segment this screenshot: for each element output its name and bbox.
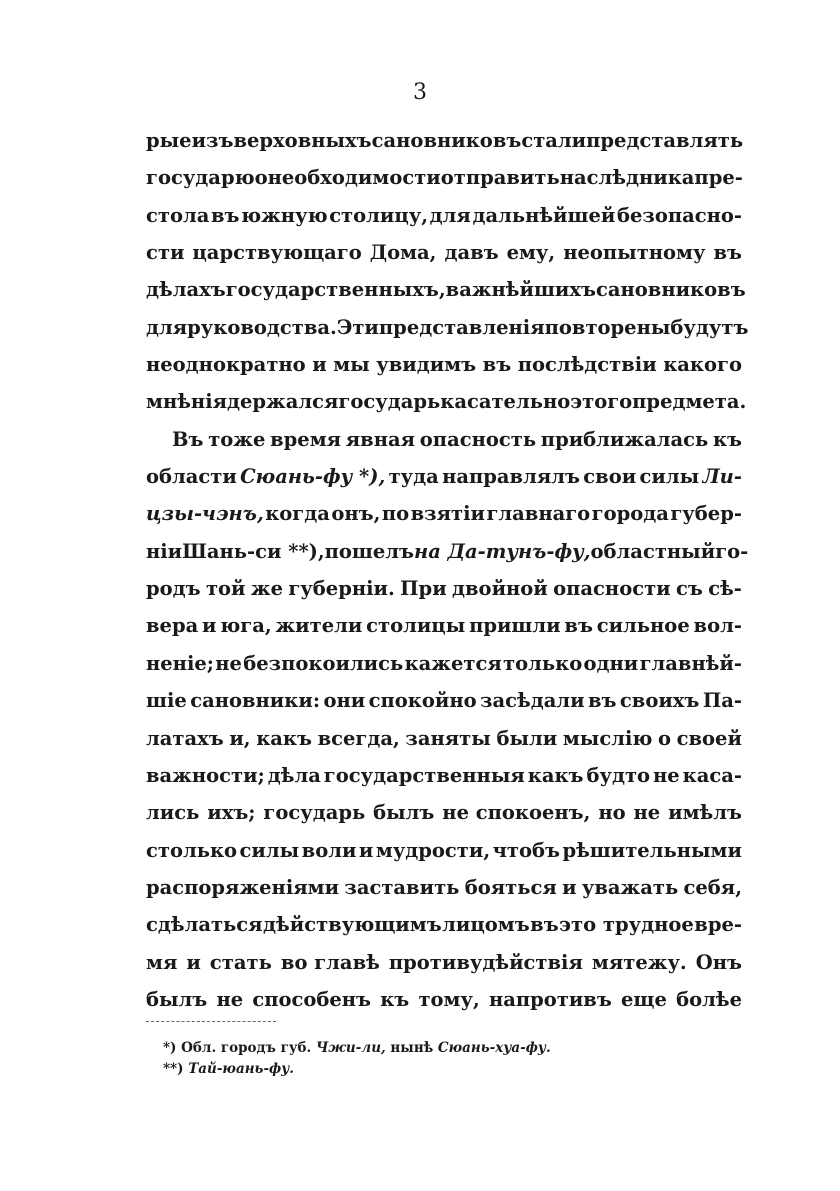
text-segment: будутъ — [670, 315, 749, 339]
text-segment: столько — [146, 838, 238, 862]
text-segment: давъ — [444, 241, 499, 265]
text-segment: направлялъ — [442, 465, 580, 489]
text-segment: былъ — [146, 987, 208, 1011]
text-segment: и — [312, 353, 327, 377]
text-line — [146, 607, 742, 644]
text-line — [146, 421, 742, 458]
text-line — [146, 794, 742, 831]
text-segment: сильное — [596, 614, 690, 638]
text-segment: спокойно — [368, 689, 477, 713]
text-segment: верховныхъ — [233, 129, 372, 152]
text-line — [146, 495, 742, 532]
text-segment: Эти — [336, 315, 379, 339]
text-segment: ему, — [506, 241, 556, 265]
text-segment: мы — [333, 353, 370, 377]
text-segment: вре- — [694, 913, 742, 937]
text-segment: Чжи-ли, — [315, 1040, 386, 1056]
text-segment: не — [652, 763, 680, 787]
text-segment: государю — [146, 166, 255, 190]
text-segment: области — [146, 465, 237, 489]
text-segment: сановниковъ — [371, 129, 522, 152]
text-segment: губерніи. — [288, 577, 395, 601]
text-segment: къ — [712, 427, 742, 451]
text-segment: но — [598, 801, 626, 825]
text-segment: необходимости — [267, 166, 441, 190]
text-segment: тому, — [418, 987, 480, 1011]
text-segment: мятежу. — [591, 950, 687, 974]
text-segment: напротивъ — [488, 987, 612, 1011]
text-segment: мнѣнія — [146, 390, 228, 414]
text-segment: **) — [163, 1061, 184, 1077]
text-segment: государственныя — [323, 763, 525, 787]
text-segment: въ — [564, 614, 593, 638]
text-segment: тоже — [208, 427, 266, 451]
text-segment: силы — [639, 465, 700, 489]
text-segment: важнѣйшихъ — [445, 278, 596, 302]
text-segment: цзы-чэнъ, — [146, 502, 264, 526]
text-segment: Сюань-хуа-фу. — [437, 1040, 551, 1056]
text-segment: съ — [676, 577, 703, 601]
text-segment: и — [202, 614, 217, 638]
text-segment: Па- — [702, 689, 742, 713]
page-number: 3 — [413, 80, 427, 105]
text-segment: предмета. — [632, 390, 747, 414]
text-segment: Шань-си **), — [182, 539, 325, 563]
text-segment: ніи — [146, 539, 183, 563]
text-segment: силы — [239, 838, 300, 862]
text-line — [146, 757, 742, 794]
text-segment: жители — [275, 614, 363, 638]
text-segment: увидимъ — [376, 353, 477, 377]
text-segment: города — [591, 502, 669, 526]
text-segment: во главѣ — [280, 950, 380, 974]
text-segment: болѣе — [676, 987, 742, 1011]
text-segment: двойной — [452, 577, 548, 601]
text-segment: столицу, — [329, 203, 429, 227]
text-segment: Сюань-фу *), — [240, 465, 386, 489]
text-segment: рые — [146, 129, 192, 152]
text-line — [146, 309, 749, 346]
text-segment: опасность — [419, 427, 537, 451]
text-segment: государь — [338, 390, 441, 414]
text-segment: Дома, — [369, 241, 437, 265]
footnotes — [163, 1038, 551, 1080]
text-segment: для — [146, 315, 188, 339]
text-segment: сдѣлаться — [146, 913, 263, 937]
text-segment: время — [270, 427, 342, 451]
text-segment: царствующаго — [192, 241, 362, 265]
text-segment: столицы — [366, 614, 466, 638]
text-segment: неніе; — [146, 651, 214, 675]
text-segment: юга, — [220, 614, 272, 638]
text-segment: областный — [590, 539, 716, 563]
text-segment: вол- — [693, 614, 742, 638]
text-segment: былъ — [373, 801, 435, 825]
text-segment: касательно — [440, 390, 571, 414]
text-segment: пре- — [694, 166, 743, 190]
text-segment: о — [657, 726, 671, 750]
text-segment: не — [633, 801, 661, 825]
text-segment: наслѣдника — [559, 166, 695, 190]
text-segment: не — [215, 651, 242, 675]
text-line — [146, 981, 742, 1018]
text-segment: взятіи — [410, 502, 485, 526]
text-segment: безопасно- — [616, 203, 742, 227]
text-segment: это трудное — [559, 913, 694, 937]
text-segment: одни — [583, 651, 639, 675]
text-segment: и — [358, 838, 374, 862]
text-segment: повторены — [544, 315, 671, 339]
text-segment: важности; — [146, 763, 265, 787]
text-segment: и, — [229, 726, 251, 750]
text-segment: Тай-юань-фу. — [188, 1061, 294, 1077]
text-segment: въ — [587, 689, 617, 713]
footnote-divider — [146, 1021, 276, 1022]
text-segment: уважать — [581, 875, 679, 899]
text-segment: бояться — [464, 875, 557, 899]
text-segment: сти — [146, 241, 185, 265]
text-line — [146, 944, 742, 981]
text-line — [146, 682, 742, 719]
text-segment: мя — [146, 950, 178, 974]
text-segment: свои — [583, 465, 637, 489]
text-segment: себя, — [683, 875, 742, 899]
text-segment: неопытному — [563, 241, 706, 265]
footnote-1 — [163, 1038, 551, 1059]
text-segment: сѣ- — [708, 577, 742, 601]
text-segment: этого — [570, 390, 633, 414]
text-segment: въ — [210, 203, 240, 227]
text-segment: держался — [227, 390, 339, 414]
text-line — [146, 271, 746, 308]
text-line — [146, 159, 742, 196]
text-segment: шіе — [146, 689, 187, 713]
text-segment: и — [186, 950, 201, 974]
text-segment: отправить — [440, 166, 560, 190]
text-segment: главнаго — [486, 502, 591, 526]
text-segment: къ — [380, 987, 410, 1011]
text-segment: той — [205, 577, 246, 601]
text-segment: Въ — [172, 427, 204, 451]
text-segment: заняты — [405, 726, 491, 750]
text-line — [146, 720, 742, 757]
text-segment: засѣдали — [480, 689, 585, 713]
text-segment: сановники: — [190, 689, 321, 713]
text-segment: какъ — [256, 726, 312, 750]
text-segment: пошелъ — [324, 539, 415, 563]
text-segment: руководства. — [187, 315, 337, 339]
text-line — [146, 458, 742, 495]
text-segment: безпокоились — [243, 651, 404, 675]
text-segment: своихъ — [619, 689, 700, 713]
text-segment: стола — [146, 203, 210, 227]
text-segment: кажется — [404, 651, 502, 675]
text-segment: изъ — [191, 129, 234, 152]
text-segment: дальнѣйшей — [472, 203, 616, 227]
text-segment: латахъ — [146, 726, 224, 750]
text-segment: государственныхъ, — [225, 278, 446, 302]
text-segment: всегда, — [317, 726, 400, 750]
text-segment: дѣла — [267, 763, 321, 787]
text-segment: лись — [146, 801, 200, 825]
text-segment: имѣлъ — [668, 801, 742, 825]
text-segment: въ — [482, 353, 512, 377]
text-segment: Обл. городъ губ. — [181, 1040, 312, 1056]
text-line — [146, 122, 742, 159]
text-segment: какъ — [527, 763, 584, 787]
text-segment: государь — [263, 801, 366, 825]
text-segment: по — [381, 502, 410, 526]
text-segment: чтобъ — [492, 838, 560, 862]
text-segment: когда — [265, 502, 330, 526]
text-line — [146, 533, 749, 570]
text-segment: вера — [146, 614, 199, 638]
text-segment: о — [254, 166, 268, 190]
text-segment: какого — [663, 353, 742, 377]
text-segment: дѣйствующимъ — [263, 913, 442, 937]
body-text — [146, 122, 749, 1018]
text-segment: они — [323, 689, 366, 713]
text-segment: своей — [676, 726, 742, 750]
text-segment: южную — [241, 203, 328, 227]
text-line — [146, 645, 742, 682]
text-segment: на Да-тунъ-фу, — [414, 539, 591, 563]
text-segment: неоднократно — [146, 353, 306, 377]
text-segment: будто — [586, 763, 651, 787]
text-segment: лицомъ — [442, 913, 530, 937]
text-segment: нынѣ — [390, 1040, 434, 1056]
text-segment: ихъ; — [207, 801, 256, 825]
text-segment: представлять — [586, 129, 744, 152]
text-segment: заставить — [344, 875, 460, 899]
text-segment: же — [250, 577, 283, 601]
text-segment: еще — [621, 987, 667, 1011]
text-segment: го- — [715, 539, 749, 563]
text-segment: и — [562, 875, 577, 899]
text-segment: При — [400, 577, 447, 601]
text-line — [146, 906, 742, 943]
text-segment: въ — [530, 913, 559, 937]
text-segment: *) — [163, 1040, 177, 1056]
text-line — [146, 570, 742, 607]
text-segment: распоряженіями — [146, 875, 340, 899]
text-segment: мудрости, — [375, 838, 491, 862]
text-segment: онъ, — [331, 502, 381, 526]
text-segment: туда — [388, 465, 439, 489]
text-line — [146, 197, 742, 234]
text-segment: для — [429, 203, 471, 227]
text-segment: мыслію — [562, 726, 653, 750]
text-segment: приближалась — [540, 427, 709, 451]
text-segment: противудѣйствія — [388, 950, 583, 974]
text-segment: опасности — [553, 577, 671, 601]
text-line — [146, 869, 742, 906]
text-segment: стали — [521, 129, 587, 152]
text-segment: послѣдствіи — [517, 353, 657, 377]
text-segment: способенъ — [252, 987, 372, 1011]
text-segment: въ — [713, 241, 742, 265]
text-segment: сановниковъ — [595, 278, 746, 302]
text-segment: представленія — [378, 315, 545, 339]
text-segment: родъ — [146, 577, 201, 601]
text-segment: только — [503, 651, 583, 675]
text-segment: не спокоенъ, — [442, 801, 591, 825]
text-segment: Онъ — [695, 950, 742, 974]
text-segment: пришли — [469, 614, 561, 638]
text-segment: не — [216, 987, 244, 1011]
text-segment: дѣлахъ — [146, 278, 226, 302]
text-segment: воли — [301, 838, 357, 862]
text-line — [146, 346, 742, 383]
text-segment: стать — [209, 950, 272, 974]
text-segment: главнѣй- — [639, 651, 742, 675]
text-segment: Ли- — [702, 465, 742, 489]
text-segment: каса- — [682, 763, 742, 787]
footnote-2 — [163, 1059, 551, 1080]
text-segment: были — [496, 726, 558, 750]
text-line — [146, 383, 747, 420]
text-segment: губер- — [670, 502, 742, 526]
text-line — [146, 234, 742, 271]
text-line — [146, 832, 742, 869]
text-segment: рѣшительными — [562, 838, 742, 862]
text-segment: явная — [345, 427, 416, 451]
